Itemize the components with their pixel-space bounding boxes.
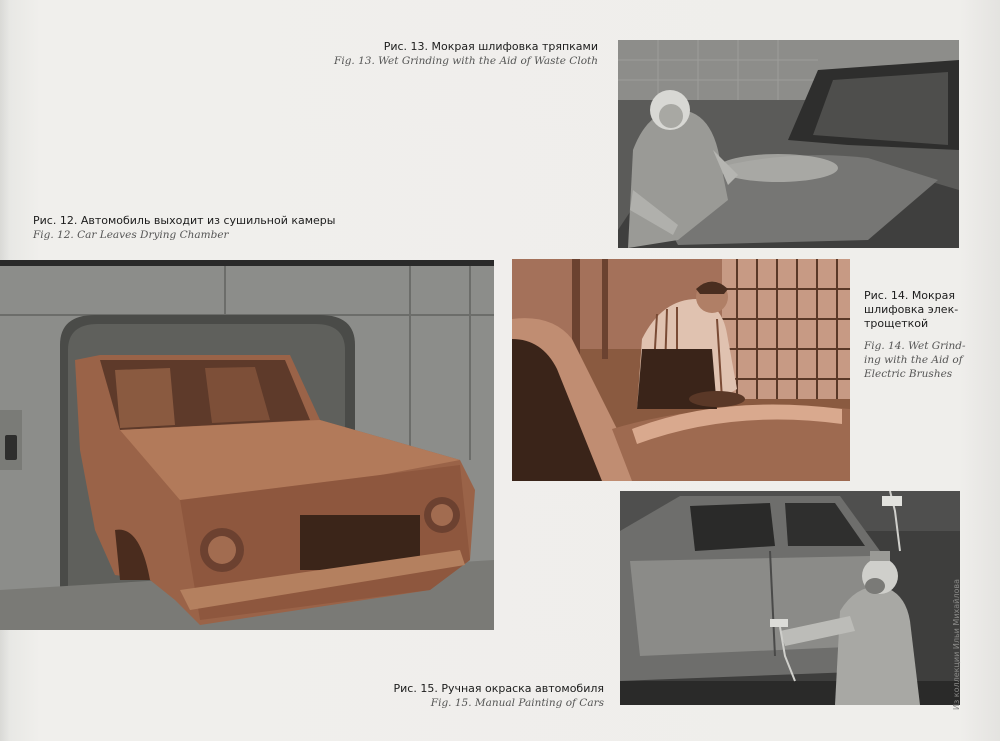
photo-fig14-electric-brushes [512, 259, 850, 481]
caption-fig14-ru-line3: трощеткой [864, 317, 929, 330]
caption-fig13-en: Fig. 13. Wet Grinding with the Aid of Waste Cloth [334, 55, 598, 67]
photo-fig12-drying-chamber [0, 260, 494, 630]
caption-fig12 [33, 214, 433, 242]
caption-fig12-en: Fig. 12. Car Leaves Drying Chamber [33, 229, 229, 241]
photo-fig15-manual-painting [620, 491, 960, 705]
caption-fig15-en: Fig. 15. Manual Painting of Cars [430, 697, 604, 709]
caption-fig13 [300, 40, 598, 68]
caption-fig13-ru: Рис. 13. Мокрая шлифовка тряпками [383, 40, 598, 53]
caption-fig15 [300, 682, 604, 710]
collection-credit [952, 579, 972, 710]
caption-fig14-ru-line1: Рис. 14. Мокрая [864, 289, 956, 302]
collection-credit-text: Из коллекции Ильи Михайлова [952, 579, 961, 710]
caption-fig14 [864, 289, 984, 381]
caption-fig12-ru: Рис. 12. Автомобиль выходит из сушильной камеры [33, 214, 336, 227]
caption-fig14-ru-line2: шлифовка элек- [864, 303, 959, 316]
caption-fig14-en-line3: Electric Brushes [864, 368, 953, 380]
photo-fig13-wet-grinding-cloth [618, 40, 959, 248]
caption-fig14-en-line2: ing with the Aid of [864, 354, 963, 366]
caption-fig14-en-line1: Fig. 14. Wet Grind- [864, 340, 966, 352]
caption-fig15-ru: Рис. 15. Ручная окраска автомобиля [393, 682, 604, 695]
